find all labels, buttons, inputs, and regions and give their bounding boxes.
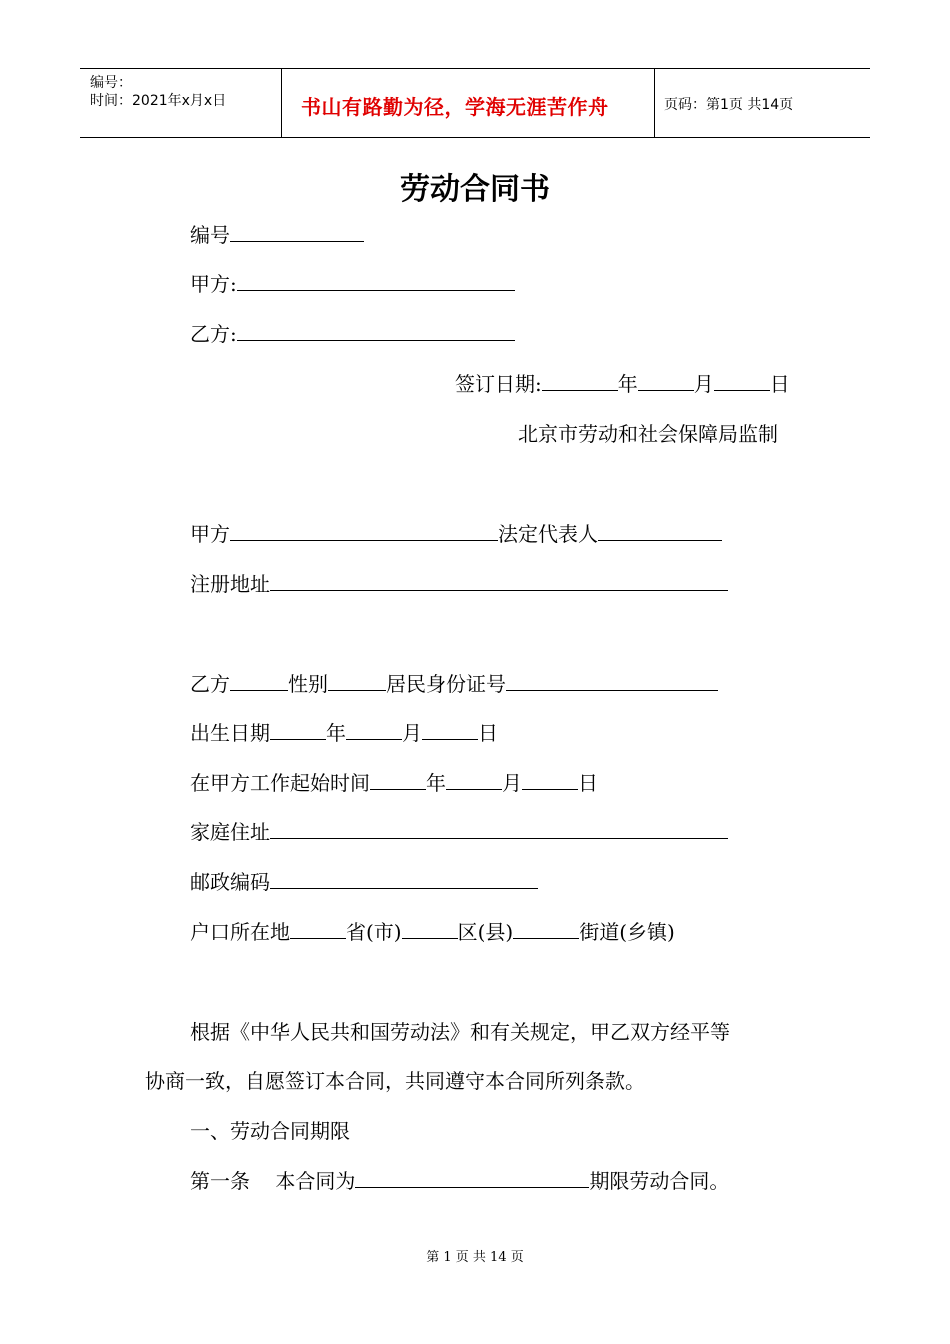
blank-line	[346, 719, 402, 740]
start-day-label: 日	[578, 771, 598, 795]
reg-address-row	[190, 570, 728, 597]
cover-number-row	[190, 221, 364, 248]
reg-address-label: 注册地址	[190, 572, 270, 596]
cover-party-a-row	[190, 270, 515, 297]
blank-line	[422, 719, 478, 740]
blank-line	[542, 370, 618, 391]
header-time: 时间：2021年x月x日	[90, 93, 227, 109]
para1-line1: 根据《中华人民共和国劳动法》和有关规定，甲乙双方经平等	[190, 1020, 730, 1044]
province-label: 省(市)	[346, 920, 402, 944]
sign-year-label: 年	[617, 372, 638, 396]
header-motto-cell	[281, 69, 655, 137]
party-b-label: 乙方	[190, 672, 230, 696]
blank-line	[270, 570, 728, 591]
page-footer: 第 1 页 共 14 页	[426, 1250, 524, 1265]
gender-label: 性别	[288, 672, 328, 696]
header-meta	[80, 69, 281, 137]
legal-rep-label: 法定代表人	[498, 522, 598, 546]
blank-line	[270, 818, 728, 839]
blank-line	[402, 918, 458, 939]
start-year-label: 年	[426, 771, 446, 795]
party-b-row	[190, 670, 718, 697]
sign-date-row	[455, 370, 790, 397]
sign-month-label: 月	[693, 372, 714, 396]
blank-line	[370, 769, 426, 790]
blank-line	[237, 270, 515, 291]
supervisor-text: 北京市劳动和社会保障局监制	[518, 422, 778, 446]
start-time-label: 在甲方工作起始时间	[190, 771, 370, 795]
postcode-label: 邮政编码	[190, 870, 270, 894]
sign-date-label: 签订日期:	[455, 372, 542, 396]
document-title: 劳动合同书	[400, 172, 550, 207]
blank-line	[230, 670, 288, 691]
id-no-label: 居民身份证号	[386, 672, 506, 696]
birth-month-label: 月	[402, 721, 422, 745]
blank-line	[522, 769, 578, 790]
cover-party-b-label: 乙方:	[190, 322, 237, 346]
blank-line	[714, 370, 770, 391]
blank-line	[270, 868, 538, 889]
birth-date-label: 出生日期	[190, 721, 270, 745]
article-1	[190, 1167, 729, 1194]
party-a-row	[190, 520, 722, 547]
article-1-suffix: 期限劳动合同。	[589, 1169, 730, 1193]
birth-year-label: 年	[326, 721, 346, 745]
blank-line	[230, 520, 498, 541]
blank-line	[355, 1167, 589, 1188]
blank-line	[513, 918, 579, 939]
blank-line	[290, 918, 346, 939]
article-1-prefix: 第一条 本合同为	[190, 1169, 356, 1193]
cover-party-b-row	[190, 320, 515, 347]
district-label: 区(县)	[457, 920, 514, 944]
blank-line	[328, 670, 386, 691]
blank-line	[506, 670, 718, 691]
home-address-label: 家庭住址	[190, 820, 270, 844]
birth-day-label: 日	[478, 721, 498, 745]
header-page-cell	[654, 69, 870, 137]
header-motto: 书山有路勤为径，学海无涯苦作舟	[301, 95, 609, 119]
cover-number-label: 编号	[190, 223, 230, 247]
blank-line	[230, 221, 364, 242]
blank-line	[598, 520, 722, 541]
blank-line	[237, 320, 515, 341]
page-header	[80, 68, 870, 138]
blank-line	[270, 719, 326, 740]
sign-day-label: 日	[769, 372, 790, 396]
para1-line2: 协商一致，自愿签订本合同，共同遵守本合同所列条款。	[145, 1069, 645, 1093]
blank-line	[638, 370, 694, 391]
start-time-row	[190, 769, 598, 796]
section-heading-1: 一、劳动合同期限	[190, 1119, 350, 1143]
hukou-label: 户口所在地	[190, 920, 290, 944]
hukou-row	[190, 918, 675, 945]
postcode-row	[190, 868, 538, 895]
cover-party-a-label: 甲方:	[190, 272, 237, 296]
header-number: 编号：	[90, 75, 132, 91]
start-month-label: 月	[502, 771, 522, 795]
header-page-info: 页码：第1页 共14页	[664, 97, 794, 113]
birth-date-row	[190, 719, 498, 746]
home-address-row	[190, 818, 728, 845]
blank-line	[446, 769, 502, 790]
party-a-label: 甲方	[190, 522, 230, 546]
street-label: 街道(乡镇)	[579, 920, 675, 944]
